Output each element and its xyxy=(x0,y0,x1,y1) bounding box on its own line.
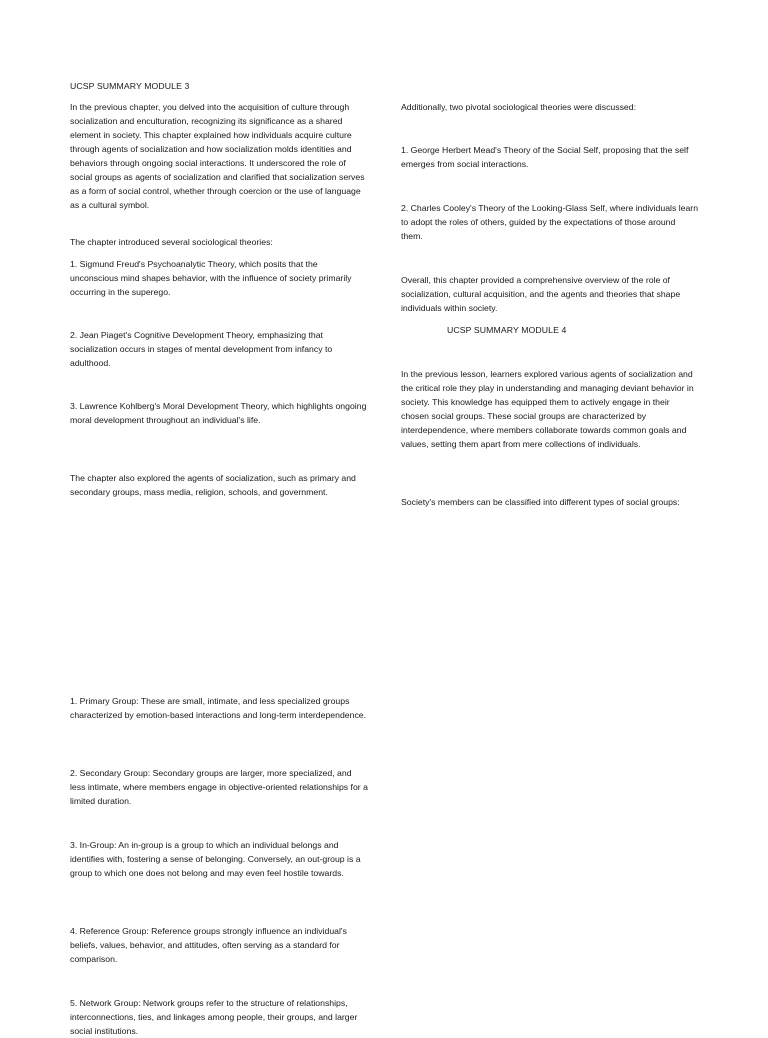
primary-group-paragraph: 1. Primary Group: These are small, intimate, and less specialized groups characterized by emotion-based interactions and long-term interdependence. xyxy=(70,695,367,720)
module-4-lesson-paragraph: In the previous lesson, learners explored various agents of socialization and the critical role they play in understanding and managing deviant behavior in society. This knowledge has equipped them to actively engage in their chosen social groups. These social groups are characterized by interdependence, where members collaborate towards common goals and values, setting them apart from mere collections of individuals. xyxy=(401,368,694,450)
additionally-paragraph: Additionally, two pivotal sociological theories were discussed: xyxy=(401,101,637,112)
network-group-paragraph: 5. Network Group: Network groups refer to the structure of relationships, interconnections, ties, and linkages among people, their groups, and larger social institutions. xyxy=(70,997,358,1036)
module-3-title: UCSP SUMMARY MODULE 3 xyxy=(70,80,190,91)
module-3-intro-paragraph: In the previous chapter, you delved into the acquisition of culture through socialization and enculturation, recognizing its significance as a shared element in society. This chapter explained how individuals acquire culture through agents of socialization and how socialization molds identities and behaviors through ongoing social interactions. It underscored the role of social groups as agents of socialization and clarified that socialization serves as a form of social control, whether through coercion or the use of language as a cultural symbol. xyxy=(70,101,365,211)
theories-intro-paragraph: The chapter introduced several sociological theories: xyxy=(70,236,273,247)
cooley-theory-paragraph: 2. Charles Cooley's Theory of the Looking-Glass Self, where individuals learn to adopt the roles of others, guided by the expectations of those around them. xyxy=(401,202,699,241)
overall-paragraph: Overall, this chapter provided a comprehensive overview of the role of socialization, cultural acquisition, and the agents and theories that shape individuals within society. xyxy=(401,274,681,313)
mead-theory-paragraph: 1. George Herbert Mead's Theory of the Social Self, proposing that the self emerges from social interactions. xyxy=(401,144,689,169)
piaget-theory-paragraph: 2. Jean Piaget's Cognitive Development Theory, emphasizing that socialization occurs in stages of mental development from infancy to adulthood. xyxy=(70,329,333,368)
freud-theory-paragraph: 1. Sigmund Freud's Psychoanalytic Theory, which posits that the unconscious mind shapes behavior, with the influence of society primarily occurring in the superego. xyxy=(70,258,352,297)
secondary-group-paragraph: 2. Secondary Group: Secondary groups are larger, more specialized, and less intimate, where members engage in objective-oriented relationships for a limited duration. xyxy=(70,767,368,806)
module-4-title: UCSP SUMMARY MODULE 4 xyxy=(447,324,567,335)
reference-group-paragraph: 4. Reference Group: Reference groups strongly influence an individual's beliefs, values, behavior, and attitudes, often serving as a standard for comparison. xyxy=(70,925,347,964)
classified-paragraph: Society's members can be classified into different types of social groups: xyxy=(401,496,680,507)
in-group-paragraph: 3. In-Group: An in-group is a group to which an individual belongs and identifies with, fostering a sense of belonging. Conversely, an out-group is a group to which one does not belong and may even feel hostile towards. xyxy=(70,839,361,878)
kohlberg-theory-paragraph: 3. Lawrence Kohlberg's Moral Development Theory, which highlights ongoing moral development throughout an individual's life. xyxy=(70,400,367,425)
agents-paragraph: The chapter also explored the agents of socialization, such as primary and secondary groups, mass media, religion, schools, and government. xyxy=(70,472,356,497)
